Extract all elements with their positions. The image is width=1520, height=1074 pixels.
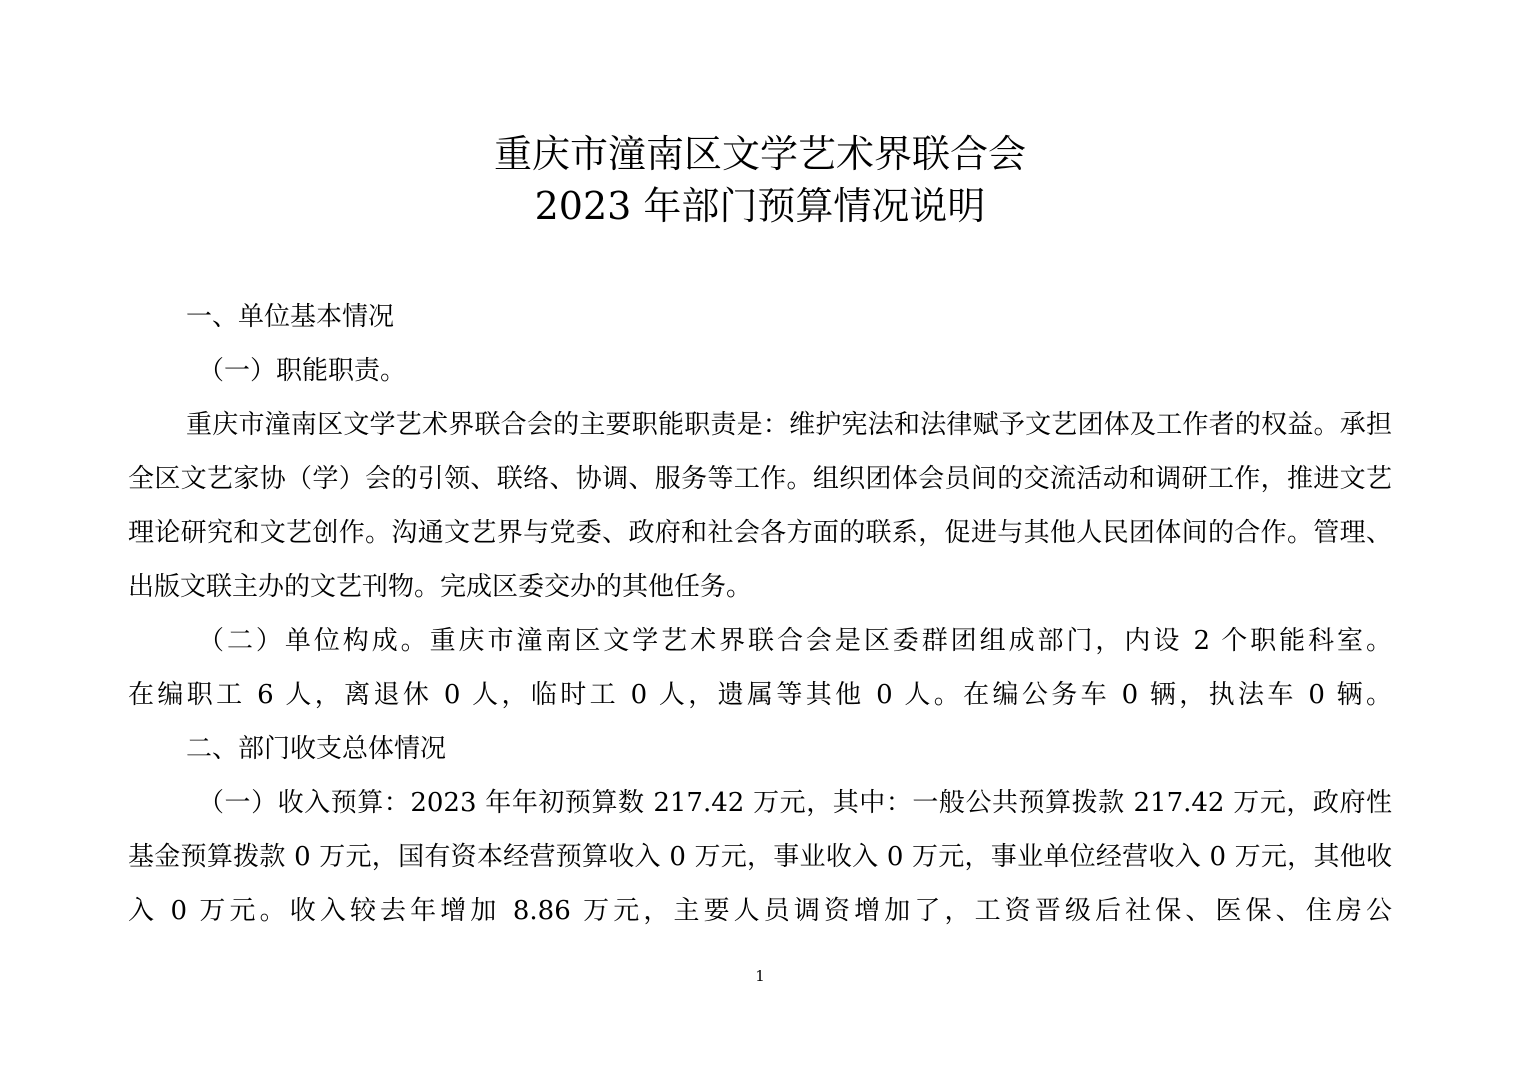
document-body: [128, 290, 1392, 938]
paragraph-income-budget: （一）收入预算：2023 年年初预算数 217.42 万元，其中：一般公共预算拨款 217.42 万元，政府性基金预算拨款 0 万元，国有资本经营预算收入 0 万元，事业收入 0 万元，事业单位经营收入 0 万元，其他收入 0 万元。收入较去年增加 8.86 万元，主要人员调资增加了，工资晋级后社保、医保、住房公: [128, 788, 1392, 926]
document-title-line1: 重庆市潼南区文学艺术界联合会: [493, 132, 1026, 176]
page-number: 1: [755, 967, 765, 985]
paragraph-composition-line1: （二）单位构成。重庆市潼南区文学艺术界联合会是区委群团组成部门，内设 2 个职能科室。: [198, 626, 1392, 656]
paragraph-composition-line2: 在编职工 6 人，离退休 0 人，临时工 0 人，遗属等其他 0 人。在编公务车 0 辆，执法车 0 辆。: [128, 680, 1392, 710]
paragraph-functions: 重庆市潼南区文学艺术界联合会的主要职能职责是：维护宪法和法律赋予文艺团体及工作者的权益。承担全区文艺家协（学）会的引领、联络、协调、服务等工作。组织团体会员间的交流活动和调研工作，推进文艺理论研究和文艺创作。沟通文艺界与党委、政府和社会各方面的联系，促进与其他人民团体间的合作。管理、出版文联主办的文艺刊物。完成区委交办的其他任务。: [128, 410, 1392, 602]
subsection-heading-functions: （一）职能职责。: [198, 356, 407, 386]
document-title-line2: 2023 年部门预算情况说明: [534, 184, 986, 228]
section-heading-budget-overview: 二、部门收支总体情况: [186, 734, 447, 764]
section-heading-basic-info: 一、单位基本情况: [186, 302, 395, 332]
